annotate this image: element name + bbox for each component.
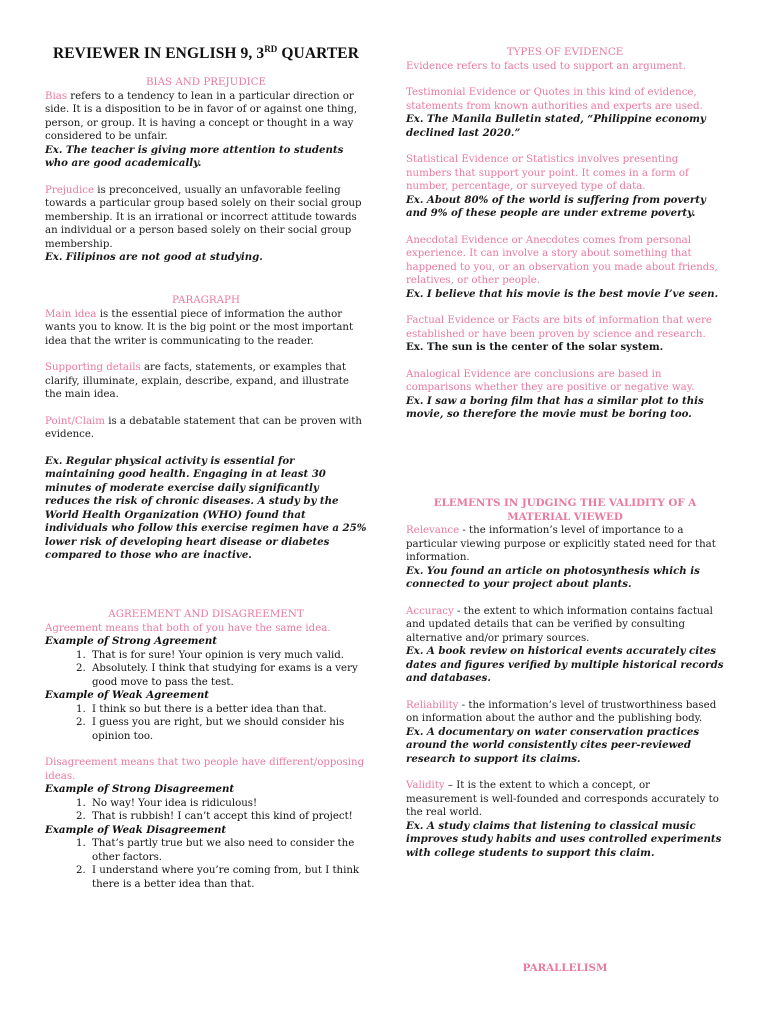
section-agreement [45, 608, 367, 891]
accuracy-example: Ex. A book review on historical events accurately cites dates and figures verified by multiple historical records and databases. [406, 645, 724, 684]
analogical-evidence: Analogical Evidence are conclusions are based in comparisons whether they are positive or negative way. [406, 368, 695, 393]
list-item: 2. I understand where you’re coming from, but I think there is a better idea than that. [89, 864, 367, 891]
page-title: REVIEWER IN ENGLISH 9, 3RD QUARTER [52, 44, 360, 63]
list-item: 1. No way! Your idea is ridiculous! [89, 797, 367, 811]
list-item: 2. I guess you are right, but we should consider his opinion too. [89, 716, 367, 743]
bias-example: Ex. The teacher is giving more attention to students who are good academically. [45, 143, 344, 169]
strong-disagreement-label: Example of Strong Disagreement [45, 783, 235, 795]
section-elements [406, 497, 724, 860]
agreement-definition: Agreement means that both of you have the same idea. [45, 622, 331, 634]
list-item: 1. I think so but there is a better idea than that. [89, 703, 367, 717]
factual-evidence: Factual Evidence or Facts are bits of information that were established or have been proven by science and research. [406, 315, 712, 340]
section-heading-paragraph: PARAGRAPH [172, 294, 240, 306]
section-heading-evidence: TYPES OF EVIDENCE [506, 46, 624, 58]
relevance-definition: Relevance - the information’s level of importance to a particular viewing purpose or explicitly stated need for that information. [406, 525, 716, 563]
list-item: 2. That is rubbish! I can’t accept this kind of project! [89, 810, 367, 824]
statistical-evidence: Statistical Evidence or Statistics involves presenting numbers that support your point. It comes in a form of number, percentage, or surveyed type of data. [406, 154, 689, 192]
accuracy-definition: Accuracy - the extent to which information contains factual and updated details that can be verified by consulting alternative and/or primary sources. [406, 605, 713, 644]
list-item: 1. That is for sure! Your opinion is very much valid. [89, 649, 367, 663]
section-heading-parallelism: PARALLELISM [522, 962, 608, 974]
anecdotal-example: Ex. I believe that his movie is the best movie I’ve seen. [406, 287, 719, 300]
main-idea-definition: Main idea is the essential piece of information the author wants you to know. It is the big point or the most important idea that the writer is communicating to the reader. [45, 308, 354, 347]
relevance-example: Ex. You found an article on photosynthesis which is connected to your project about plants. [406, 564, 700, 590]
section-evidence [406, 46, 724, 422]
weak-agreement-list [45, 703, 367, 744]
paragraph-example: Ex. Regular physical activity is essential for maintaining good health. Engaging in at least 30 minutes of moderate exercise daily significantly reduces the risk of chronic diseases. A study by the World Health Organization (WHO) found that individuals who follow this exercise regimen have a 25% lower risk of developing heart disease or diabetes compared to those who are inactive. [45, 454, 367, 561]
section-heading-elements: ELEMENTS IN JUDGING THE VALIDITY OF A MATERIAL VIEWED [433, 497, 697, 523]
bias-definition: Bias refers to a tendency to lean in a particular direction or side. It is a disposition to be in favor of or against one thing, person, or group. It is having a concept or thought in a way considered to be unfair. [45, 90, 358, 142]
validity-definition: Validity – It is the extent to which a concept, or measurement is well-founded and corresponds accurately to the real world. [406, 780, 719, 818]
section-heading-bias: BIAS AND PREJUDICE [145, 76, 267, 88]
section-bias-prejudice [45, 76, 367, 265]
strong-agreement-list [45, 649, 367, 690]
reliability-definition: Reliability - the information’s level of trustworthiness based on information about the author and the publishing body. [406, 699, 717, 724]
testimonial-evidence: Testimonial Evidence or Quotes in this kind of evidence, statements from known authorities and experts are used. [406, 87, 703, 112]
section-parallelism [406, 962, 724, 976]
weak-disagreement-label: Example of Weak Disagreement [45, 823, 227, 836]
list-item: 1. That’s partly true but we also need to consider the other factors. [89, 837, 367, 864]
section-heading-agreement: AGREEMENT AND DISAGREEMENT [108, 608, 304, 620]
list-item: 2. Absolutely. I think that studying for exams is a very good move to pass the test. [89, 662, 367, 689]
factual-example: Ex. The sun is the center of the solar system. [406, 341, 664, 353]
anecdotal-evidence: Anecdotal Evidence or Anecdotes comes from personal experience. It can involve a story about something that happened to you, or an observation you made about friends, relatives, or other people. [406, 234, 718, 286]
statistical-example: Ex. About 80% of the world is suffering from poverty and 9% of these people are under extreme poverty. [406, 193, 706, 219]
section-paragraph [45, 294, 367, 563]
weak-agreement-label: Example of Weak Agreement [45, 689, 209, 701]
point-claim-definition: Point/Claim is a debatable statement that can be proven with evidence. [45, 415, 362, 440]
reliability-example: Ex. A documentary on water conservation practices around the world consistently cites peer-reviewed research to support its claims. [406, 725, 700, 765]
supporting-details-definition: Supporting details are facts, statements, or examples that clarify, illuminate, explain, describe, expand, and illustrate the main idea. [45, 362, 349, 400]
weak-disagreement-list [45, 837, 367, 891]
prejudice-definition: Prejudice is preconceived, usually an unfavorable feeling towards a particular group based solely on their social group membership. It is an irrational or incorrect attitude towards an individual or a person based solely on their social group membership. [45, 184, 362, 250]
analogical-example: Ex. I saw a boring film that has a similar plot to this movie, so therefore the movie must be boring too. [406, 394, 704, 420]
strong-disagreement-list [45, 797, 367, 824]
validity-example: Ex. A study claims that listening to classical music improves study habits and uses controlled experiments with college students to support this claim. [406, 819, 722, 859]
evidence-intro: Evidence refers to facts used to support an argument. [406, 60, 686, 72]
testimonial-example: Ex. The Manila Bulletin stated, “Philippine economy declined last 2020.” [406, 113, 706, 139]
strong-agreement-label: Example of Strong Agreement [45, 635, 217, 647]
prejudice-example: Ex. Filipinos are not good at studying. [45, 251, 263, 263]
disagreement-definition: Disagreement means that two people have different/opposing ideas. [45, 757, 365, 782]
